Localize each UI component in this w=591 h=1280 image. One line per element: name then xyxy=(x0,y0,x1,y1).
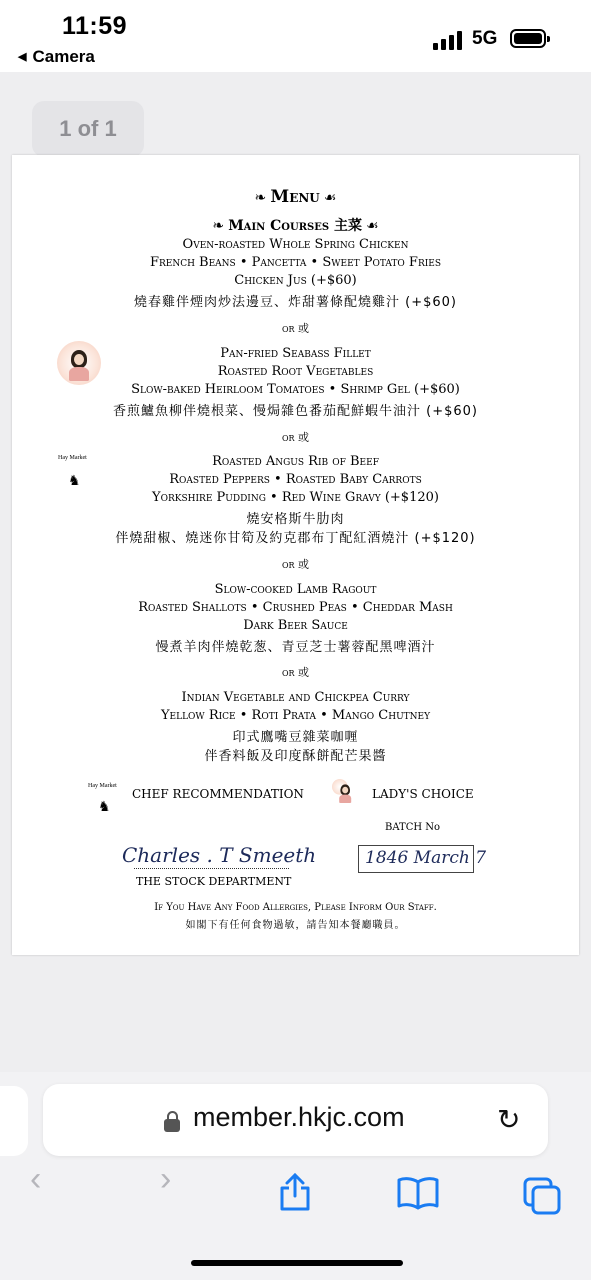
legend-ladys-choice: LADY'S CHOICE xyxy=(372,787,474,801)
batch-label: BATCH No xyxy=(385,822,441,833)
dish3-line2: Roasted Peppers • Roasted Baby Carrots xyxy=(169,472,422,487)
cellular-signal-icon xyxy=(433,30,465,50)
dish2-line1: Pan-fried Seabass Fillet xyxy=(220,346,371,361)
status-bar xyxy=(0,0,591,72)
dish5-line1: Indian Vegetable and Chickpea Curry xyxy=(181,690,410,705)
home-indicator xyxy=(191,1260,403,1266)
allergy-notice-cn: 如閣下有任何食物過敏，請告知本餐廳職員。 xyxy=(185,920,406,931)
back-chevron-icon[interactable]: ‹ xyxy=(30,1160,42,1198)
dish4-line1: Slow-cooked Lamb Ragout xyxy=(214,582,377,597)
battery-icon xyxy=(510,29,546,48)
dish1-chinese: 燒春雞伴煙肉炒法邊豆、炸甜薯條配燒雞汁 (+$60) xyxy=(134,295,457,310)
or-divider: or 或 xyxy=(281,322,310,335)
dish2-chinese: 香煎鱸魚柳伴燒根菜、慢焗雜色番茄配鮮蝦牛油汁 (+$60) xyxy=(113,404,478,419)
previous-tab-peek[interactable] xyxy=(0,1086,28,1156)
batch-box xyxy=(358,845,487,873)
section-title: Main Courses 主菜 xyxy=(228,218,362,234)
or-divider: or 或 xyxy=(281,431,310,444)
url-text[interactable]: member.hkjc.com xyxy=(193,1102,405,1132)
chef-recommendation-horse-icon: ♞ xyxy=(68,473,81,489)
signature-line xyxy=(134,868,289,869)
haymarket-label: Hay Market xyxy=(88,783,117,789)
menu-title: Menu xyxy=(270,187,320,207)
address-bar[interactable] xyxy=(43,1084,548,1156)
dish3-chinese-2: 伴燒甜椒、燒迷你甘筍及約克郡布丁配紅酒燒汁 (+$120) xyxy=(115,531,476,546)
dish5-line2: Yellow Rice • Roti Prata • Mango Chutney xyxy=(160,708,431,723)
legend-chef-recommendation: CHEF RECOMMENDATION xyxy=(132,787,304,801)
signature: Charles . T Smeeth xyxy=(122,843,317,867)
share-icon[interactable] xyxy=(277,1172,313,1221)
allergy-notice-en: If You Have Any Food Allergies, Please Inform Our Staff. xyxy=(154,902,437,913)
clock: 11:59 xyxy=(62,12,128,40)
network-type: 5G xyxy=(472,28,498,49)
ladys-choice-legend-icon xyxy=(332,779,348,795)
batch-value: 1846 March 7 xyxy=(365,848,487,868)
back-to-camera-link[interactable] xyxy=(18,47,95,67)
chef-recommendation-horse-icon: ♞ xyxy=(98,799,111,815)
lock-icon xyxy=(164,1111,180,1131)
section-title-row xyxy=(12,215,579,235)
dish3-line3: Yorkshire Pudding • Red Wine Gravy (+$120) xyxy=(152,490,439,505)
tabs-icon[interactable] xyxy=(522,1176,562,1225)
reload-icon[interactable]: ↻ xyxy=(497,1104,521,1135)
dish5-chinese-1: 印式鷹嘴豆雜菜咖喱 xyxy=(232,730,359,745)
page-indicator: 1 of 1 xyxy=(32,101,144,157)
browser-toolbar xyxy=(0,1072,591,1280)
haymarket-label: Hay Market xyxy=(58,455,87,461)
dish1-line2: French Beans • Pancetta • Sweet Potato Fries xyxy=(149,255,442,270)
dish2-line2: Roasted Root Vegetables xyxy=(217,364,374,379)
menu-title-row xyxy=(12,187,579,207)
back-app-label: Camera xyxy=(32,47,95,66)
back-triangle-icon: ◀ xyxy=(18,51,27,63)
dish4-line2: Roasted Shallots • Crushed Peas • Cheddar Mash xyxy=(138,600,453,615)
ornament-left-icon: ❧ xyxy=(212,218,225,234)
ornament-right-icon: ☙ xyxy=(366,218,379,234)
or-divider: or 或 xyxy=(281,666,310,679)
bookmarks-icon[interactable] xyxy=(396,1176,440,1219)
forward-chevron-icon[interactable]: › xyxy=(160,1160,172,1198)
ornament-right-icon: ☙ xyxy=(323,190,337,206)
menu-document xyxy=(12,155,579,955)
dish1-line3: Chicken Jus (+$60) xyxy=(234,273,357,288)
dish3-chinese-1: 燒安格斯牛肋肉 xyxy=(246,512,345,527)
dish3-line1: Roasted Angus Rib of Beef xyxy=(212,454,379,469)
or-divider: or 或 xyxy=(281,558,310,571)
dish2-line3: Slow-baked Heirloom Tomatoes • Shrimp Gel (+$60) xyxy=(131,382,460,397)
dish4-chinese: 慢煮羊肉伴燒乾葱、青豆芝士薯蓉配黑啤酒汁 xyxy=(155,640,436,655)
dish1-line1: Oven-roasted Whole Spring Chicken xyxy=(182,237,409,252)
dish5-chinese-2: 伴香料飯及印度酥餅配芒果醬 xyxy=(204,749,387,764)
stock-department-label: THE STOCK DEPARTMENT xyxy=(136,875,292,888)
dish4-line3: Dark Beer Sauce xyxy=(243,618,348,633)
ornament-left-icon: ❧ xyxy=(254,190,267,206)
